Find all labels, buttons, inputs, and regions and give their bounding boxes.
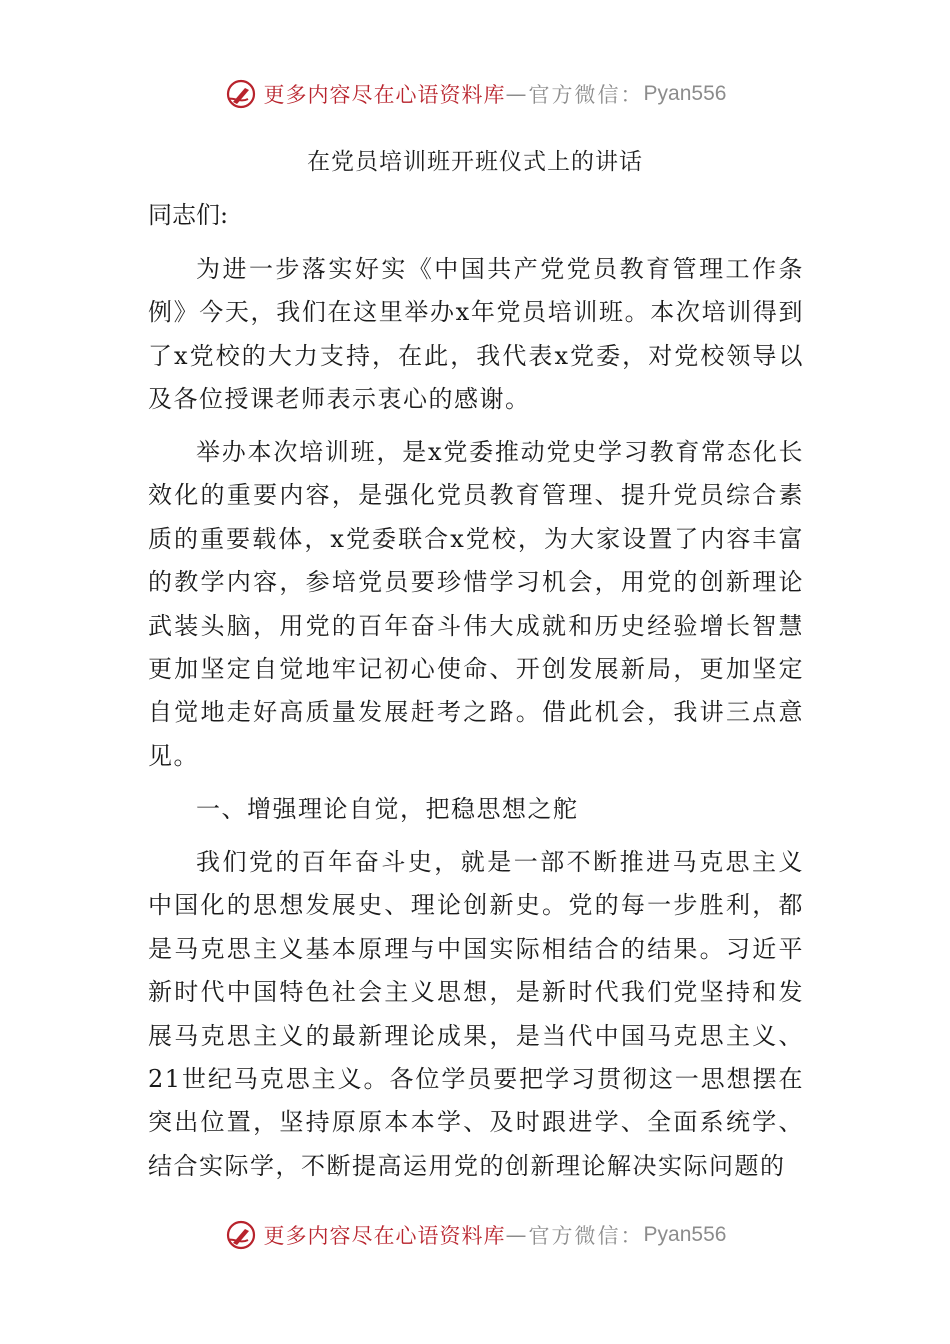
greeting: 同志们: — [148, 201, 229, 229]
pen-logo-icon — [224, 77, 258, 111]
header-banner — [0, 72, 950, 116]
banner-wechat-label: 官方微信： — [528, 1224, 644, 1248]
banner-separator: — — [505, 82, 529, 106]
paragraph: 我们党的百年奋斗史，就是一部不断推进马克思主义中国化的思想发展史、理论创新史。党的每一步胜利，都是马克思主义基本原理与中国实际相结合的结果。习近平新时代中国特色社会主义思想，是新时代我们党坚持和发展马克思主义的最新理论成果，是当代中国马克思主义、21世纪马克思主义。各位学员要把学习贯彻这一思想摆在突出位置，坚持原原本本学、及时跟进学、全面系统学、结合实际学，不断提高运用党的创新理论解决实际问题的 — [148, 848, 804, 1180]
pen-logo-icon — [224, 1218, 258, 1252]
document-title: 在党员培训班开班仪式上的讲话 — [307, 149, 643, 175]
banner-site-text: 更多内容尽在心语资料库 — [263, 1224, 506, 1248]
section-heading: 一、增强理论自觉，把稳思想之舵 — [196, 795, 579, 823]
banner-wechat-label: 官方微信： — [528, 83, 644, 107]
paragraph: 为进一步落实好实《中国共产党党员教育管理工作条例》今天，我们在这里举办x年党员培训班。本次培训得到了x党校的大力支持，在此，我代表x党委，对党校领导以及各位授课老师表示衷心的感谢。 — [148, 255, 804, 414]
banner-site-text: 更多内容尽在心语资料库 — [263, 83, 506, 107]
paragraph: 举办本次培训班，是x党委推动党史学习教育常态化长效化的重要内容，是强化党员教育管理、提升党员综合素质的重要载体，x党委联合x党校，为大家设置了内容丰富的教学内容，参培党员要珍惜学习机会，用党的创新理论武装头脑，用党的百年奋斗伟大成就和历史经验增长智慧更加坚定自觉地牢记初心使命、开创发展新局，更加坚定自觉地走好高质量发展赶考之路。借此机会，我讲三点意见。 — [148, 438, 804, 770]
footer-banner — [0, 1213, 950, 1257]
banner-separator: — — [505, 1223, 529, 1247]
banner-wechat-id: Pyan556 — [643, 1223, 727, 1246]
banner-wechat-id: Pyan556 — [643, 82, 727, 105]
